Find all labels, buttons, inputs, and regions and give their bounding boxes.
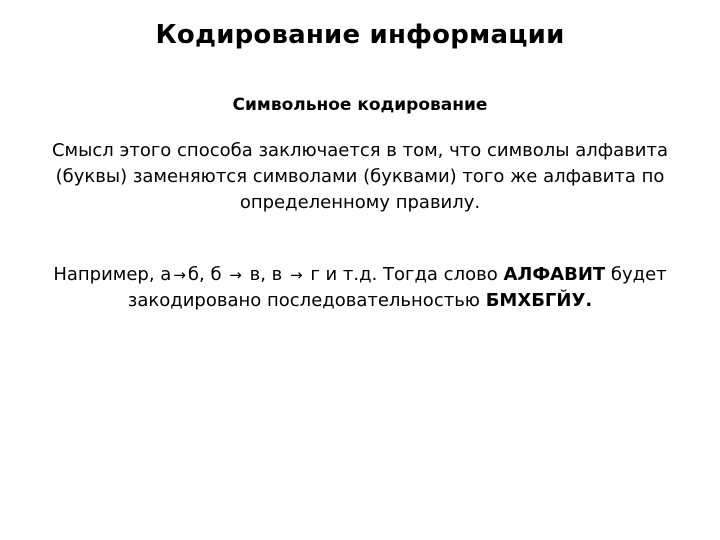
- slide-subtitle: Символьное кодирование: [232, 95, 488, 115]
- example-pair3: г и т.д. Тогда слово: [310, 264, 504, 285]
- example-encoded-word: БМХБГЙУ: [485, 290, 586, 311]
- slide-title: Кодирование информации: [155, 20, 565, 50]
- example-intro: Например, а: [53, 264, 172, 285]
- description-paragraph: Смысл этого способа заключается в том, что символы алфавита (буквы) заменяются символами (буквами) того же алфавита по определенному правилу.: [51, 140, 668, 213]
- example-paragraph: [20, 262, 700, 314]
- example-pair2: в, в: [249, 264, 283, 285]
- arrow-icon: →: [290, 266, 303, 284]
- example-end: .: [585, 290, 593, 311]
- example-word: АЛФАВИТ: [503, 264, 606, 285]
- example-pair1: б, б: [187, 264, 222, 285]
- arrow-icon: →: [173, 266, 186, 284]
- arrow-icon: →: [229, 266, 242, 284]
- example-middle: будет закодировано последовательностью: [127, 264, 667, 311]
